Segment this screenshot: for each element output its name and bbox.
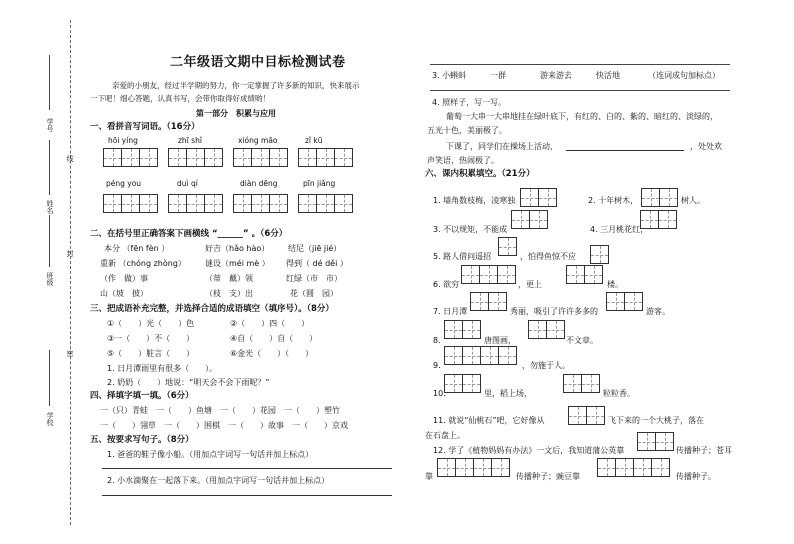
writing-grid[interactable] [103,148,157,167]
part-one-heading: 第一部分 积累与应用 [196,109,276,118]
recall-4-text: 4. 三月桃花红， [590,225,649,234]
choice-item[interactable]: 花（圆 园） [290,289,338,298]
choice-item[interactable]: 结尼（jiē jié） [288,244,342,253]
writing-grid[interactable] [103,194,157,213]
q3-word-3[interactable]: 游来游去 [540,71,572,80]
recall-6-text: 6. 欲穷 [433,280,460,289]
measure-word-row[interactable]: 一（只）青蛙 一（ ）鱼塘 一（ ）花园 一（ ）塑竹 [100,406,340,415]
side-blank-student-no [49,55,50,110]
q3-instruction: （连词成句加标点） [648,71,720,80]
side-label-class: 班级 [46,272,55,286]
idiom-question-1[interactable]: 1. 日月潭雨里有很多（ ）。 [107,364,218,373]
writing-grid[interactable] [528,320,564,339]
recall-8-tail: 不文章。 [566,336,598,345]
idiom-item[interactable]: ②（ ）四（ ） [230,319,310,328]
page-title: 二年级语文期中目标检测试卷 [170,55,346,70]
writing-grid[interactable] [640,210,676,229]
answer-line[interactable] [102,495,392,496]
recall-8-num: 8. [433,336,441,345]
writing-grid[interactable] [590,245,608,264]
section-3-heading: 三、把成语补充完整，并选择合适的成语填空（填序号）。（8分） [90,304,334,314]
q3-word-2[interactable]: 一群 [490,71,506,80]
writing-grid[interactable] [520,188,556,207]
binding-dashed-line [70,20,71,525]
side-label-name: 姓名 [46,200,55,214]
choice-item[interactable]: （作 做）事 [100,274,148,283]
recall-12-line2-start: 靠 [425,472,433,481]
recall-12-mid: 传播种子；苍耳 [676,446,732,455]
writing-grid[interactable] [444,346,516,365]
recall-12-line2-tail: 传播种子。 [676,472,716,481]
side-mark-secret: 密 [66,350,75,357]
choice-item[interactable]: 谜设（méi mè ） [205,259,270,268]
writing-grid[interactable] [233,194,287,213]
sentence-question-2: 2. 小水滴聚在一起落下来。（用加点字词写一句话并加上标点） [107,476,330,485]
recall-6-tail: 楼。 [607,280,623,289]
writing-grid[interactable] [498,237,516,256]
recall-7-mid: 秀丽，吸引了许许多多的 [510,307,598,316]
side-blank-class [49,215,50,267]
answer-line[interactable] [102,468,392,469]
writing-grid[interactable] [637,432,673,451]
choice-item[interactable]: 山（坡 披） [100,289,148,298]
choice-item[interactable]: 好吉（hǎo hào） [205,244,270,253]
idiom-item[interactable]: ⑤（ ）脏言（ ） [107,349,195,358]
recall-2-tail: 树人。 [681,196,705,205]
writing-grid[interactable] [444,374,480,393]
recall-9-num: 9. [433,361,441,370]
q4-example-1: 葡萄一大串一大串地挂在绿叶底下，有红的、白的、紫的、暗红的、淡绿的， [446,112,718,121]
idiom-question-2[interactable]: 2. 奶奶（ ）地说：“明天会不会下雨呢？” [107,378,270,387]
section-2-heading: 二、在括号里正确答案下画横线 “______” 。（6分） [90,229,288,239]
writing-grid[interactable] [461,265,515,284]
recall-1-text: 1. 墙角数枝梅，凌寒独 [433,196,516,205]
side-label-school: 学校 [46,412,55,426]
writing-grid[interactable] [298,194,352,213]
side-mark-line: 线 [66,155,75,162]
writing-grid[interactable] [568,406,604,425]
choice-item[interactable]: 本分 （fēn fèn ） [104,244,170,253]
pinyin-8: pīn jiǎng [303,179,336,188]
writing-grid[interactable] [641,188,677,207]
writing-grid[interactable] [470,292,506,311]
writing-grid[interactable] [168,194,222,213]
q4-blank-tail: 声笑语，热闹极了。 [427,156,499,165]
side-label-student-no: 学号 [46,118,55,132]
recall-2-text: 2. 十年树木， [588,196,639,205]
choice-item[interactable]: 红绿（市 市） [286,274,342,283]
q4-blank-start: 下课了，同学们在操场上活动， [446,142,558,151]
recall-6-mid: ，更上 [518,280,542,289]
pinyin-3: xióng māo [238,136,278,145]
recall-5-text: 5. 路人借问遥招 [433,252,492,261]
idiom-item[interactable]: ③一（ ）不（ ） [107,334,195,343]
choice-item[interactable]: （枝 支）出 [205,289,253,298]
writing-grid[interactable] [597,458,669,477]
pinyin-6: duì qí [177,179,198,188]
recall-11-mid: 飞下来的一个大桃子，落在 [608,416,704,425]
pinyin-2: zhī shǐ [178,136,202,145]
idiom-item[interactable]: ⑥金光（ ）（ ） [230,349,314,358]
writing-grid[interactable] [168,148,222,167]
recall-11-tail: 在石盘上。 [425,431,465,440]
recall-10-num: 10. [433,389,446,398]
q3-word-4[interactable]: 快活地 [596,71,620,80]
q3-word-1[interactable]: 3. 小蝌蚪 [432,71,467,80]
recall-5-mid: ，怕得鱼惊不应 [520,252,576,261]
section-1-heading: 一、看拼音写词语。（16分） [90,122,200,132]
idiom-item[interactable]: ①（ ）光（ ）色 [107,319,195,328]
idiom-item[interactable]: ④自（ ）自（ ） [230,334,318,343]
answer-line[interactable] [566,150,684,151]
side-blank-school [49,350,50,406]
recall-8-mid: 唐图画， [484,336,516,345]
pinyin-5: péng you [106,179,142,188]
side-blank-name [49,140,50,195]
q4-blank-end: ，处处欢 [690,142,722,151]
writing-grid[interactable] [444,320,480,339]
recall-12-text: 12. 学了《植物妈妈有办法》一文后，我知道蒲公英靠 [433,446,625,455]
recall-9-tail: ，勿施于人。 [522,361,570,370]
recall-12-line2-mid: 传播种子；豌豆靠 [516,472,580,481]
answer-line[interactable] [430,64,730,65]
writing-grid[interactable] [233,148,287,167]
intro-line-1: 亲爱的小朋友，经过半学期的努力，你一定掌握了许多新的知识，快来展示 [112,81,360,90]
recall-10-mid: 里，稻上场， [484,389,532,398]
writing-grid[interactable] [511,210,547,229]
choice-item[interactable]: （蒂 戴）领 [205,274,253,283]
intro-line-2: 一下吧！细心答题，认真书写，会带你取得好成绩哟！ [90,94,270,103]
recall-7-text: 7. 日月潭 [433,307,468,316]
recall-3-text: 3. 不以规矩，不能成 [433,225,508,234]
q4-example-2: 五光十色，美丽极了。 [427,126,507,135]
section-4-heading: 四、择填字填一填。（6分） [90,391,194,401]
choice-item[interactable]: 重新 （chóng zhòng） [100,259,186,268]
writing-grid[interactable] [566,265,602,284]
writing-grid[interactable] [606,292,642,311]
pinyin-1: hōi yíng [108,136,138,145]
recall-10-tail: 粒粒香。 [603,389,635,398]
writing-grid[interactable] [437,458,509,477]
answer-line[interactable] [430,90,730,91]
measure-word-row[interactable]: 一（ ）翎草 一（ ）围棋 一（ ）故事 一（ ）京戏 [100,421,348,430]
pinyin-4: zǐ kū [305,136,323,145]
recall-7-tail: 游客。 [646,307,670,316]
choice-item[interactable]: 得到（ dé děi ） [286,259,348,268]
writing-grid[interactable] [563,374,599,393]
sentence-question-1: 1. 爸爸的鞋子像小船。（用加点字词写一句话并加上标点） [107,450,314,459]
writing-grid[interactable] [298,148,352,167]
pinyin-7: diàn dēng [240,179,278,188]
section-5-heading: 五、按要求写句子。（8分） [90,435,194,445]
section-6-heading: 六、课内积累填空。（21分） [425,169,535,179]
side-mark-seal: 封 [66,250,75,257]
q4-prompt: 4. 照样子，写一写。 [432,98,507,107]
recall-11-text: 11. 就说“仙桃石”吧，它好像从 [433,416,545,425]
